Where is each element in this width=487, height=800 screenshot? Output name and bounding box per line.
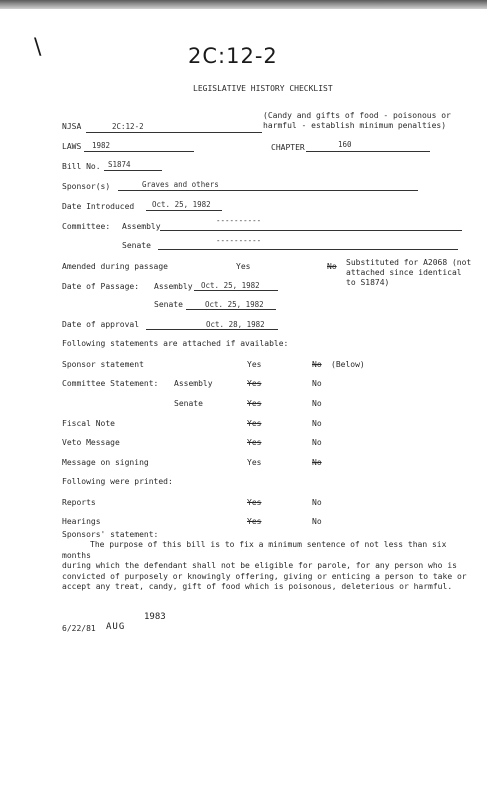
committee-assembly-value: ---------- [216, 216, 262, 225]
committee-label: Committee: [62, 222, 111, 231]
committee-statement-senate-yes: Yes [247, 399, 262, 408]
fiscal-note-no: No [312, 419, 322, 428]
message-on-signing-yes: Yes [247, 458, 262, 467]
njsa-label: NJSA [62, 122, 82, 131]
committee-statement-label: Committee Statement: [62, 379, 159, 388]
approval-value: Oct. 28, 1982 [206, 320, 265, 329]
reports-no: No [312, 498, 322, 507]
sponsors-label: Sponsor(s) [62, 182, 111, 191]
amended-note-line-1: Substituted for A2068 (not [346, 258, 472, 267]
handwritten-statute-number: 2C:12-2 [188, 44, 278, 68]
committee-statement-assembly-yes: Yes [247, 379, 262, 388]
left-handwritten-mark: \ [34, 35, 42, 60]
committee-senate-rule [158, 249, 458, 250]
committee-statement-senate-label: Senate [174, 399, 203, 408]
bill-no-value: S1874 [108, 160, 131, 169]
approval-rule [146, 329, 278, 330]
hearings-no: No [312, 517, 322, 526]
fiscal-note-yes: Yes [247, 419, 262, 428]
committee-senate-value: ---------- [216, 236, 262, 245]
sponsor-statement-note: (Below) [331, 360, 365, 369]
veto-message-yes: Yes [247, 438, 262, 447]
veto-message-no: No [312, 438, 322, 447]
scan-edge [0, 0, 487, 9]
date-introduced-value: Oct. 25, 1982 [152, 200, 211, 209]
sponsor-statement-first-line: The purpose of this bill is to fix a minimum sentence of not less than six months [62, 540, 447, 560]
sponsors-rule [118, 190, 418, 191]
sponsors-value: Graves and others [142, 180, 219, 189]
sponsor-statement-yes: Yes [247, 360, 262, 369]
committee-statement-senate-no: No [312, 399, 322, 408]
sponsor-statement-heading: Sponsors' statement: [62, 530, 159, 539]
njsa-value: 2C:12-2 [112, 122, 144, 131]
chapter-rule [306, 151, 430, 152]
received-stamp: AUG [106, 622, 126, 632]
sponsor-statement-no: No [312, 360, 322, 369]
passage-assembly-value: Oct. 25, 1982 [201, 281, 260, 290]
passage-senate-value: Oct. 25, 1982 [205, 300, 264, 309]
header-note-line-1: (Candy and gifts of food - poisonous or [263, 111, 451, 120]
attached-heading: Following statements are attached if available: [62, 339, 289, 348]
message-on-signing-no: No [312, 458, 322, 467]
hearings-yes: Yes [247, 517, 262, 526]
reports-label: Reports [62, 498, 96, 507]
hearings-label: Hearings [62, 517, 101, 526]
laws-rule [84, 151, 194, 152]
date-introduced-rule [146, 210, 222, 211]
sponsor-statement-rest: during which the defendant shall not be eligible for parole, for any person who is convicted of purposely or knowingly offering, giving or enticing a person to take or accept any treat, candy, gift of food which is poisonous, deleterious or harmful. [62, 561, 467, 591]
footer-code: 6/22/81 [62, 624, 96, 633]
passage-senate-rule [186, 309, 276, 310]
laws-label: LAWS [62, 142, 82, 151]
committee-statement-assembly-label: Assembly [174, 379, 213, 388]
message-on-signing-label: Message on signing [62, 458, 149, 467]
committee-assembly-label: Assembly [122, 222, 161, 231]
fiscal-note-label: Fiscal Note [62, 419, 115, 428]
received-stamp-year: 1983 [144, 612, 166, 622]
reports-yes: Yes [247, 498, 262, 507]
amended-no: No [327, 262, 337, 271]
printed-heading: Following were printed: [62, 477, 173, 486]
header-note-line-2: harmful - establish minimum penalties) [263, 121, 447, 130]
approval-label: Date of approval [62, 320, 140, 329]
date-introduced-label: Date Introduced [62, 202, 135, 211]
amended-note-line-2: attached since identical [346, 268, 462, 277]
passage-assembly-rule [194, 290, 278, 291]
passage-senate-label: Senate [154, 300, 183, 309]
passage-label: Date of Passage: [62, 282, 140, 291]
amended-label: Amended during passage [62, 262, 168, 271]
committee-assembly-rule [160, 230, 462, 231]
chapter-label: CHAPTER [271, 143, 305, 152]
bill-no-rule [104, 170, 162, 171]
committee-senate-label: Senate [122, 241, 151, 250]
amended-yes: Yes [236, 262, 251, 271]
amended-note-line-3: to S1874) [346, 278, 390, 287]
bill-no-label: Bill No. [62, 162, 101, 171]
committee-statement-assembly-no: No [312, 379, 322, 388]
chapter-value: 160 [338, 140, 352, 149]
page-title: LEGISLATIVE HISTORY CHECKLIST [193, 84, 333, 93]
sponsor-statement-body [62, 540, 477, 593]
passage-assembly-label: Assembly [154, 282, 193, 291]
njsa-rule [86, 132, 262, 133]
sponsor-statement-label: Sponsor statement [62, 360, 144, 369]
veto-message-label: Veto Message [62, 438, 120, 447]
laws-value: 1982 [92, 141, 111, 150]
